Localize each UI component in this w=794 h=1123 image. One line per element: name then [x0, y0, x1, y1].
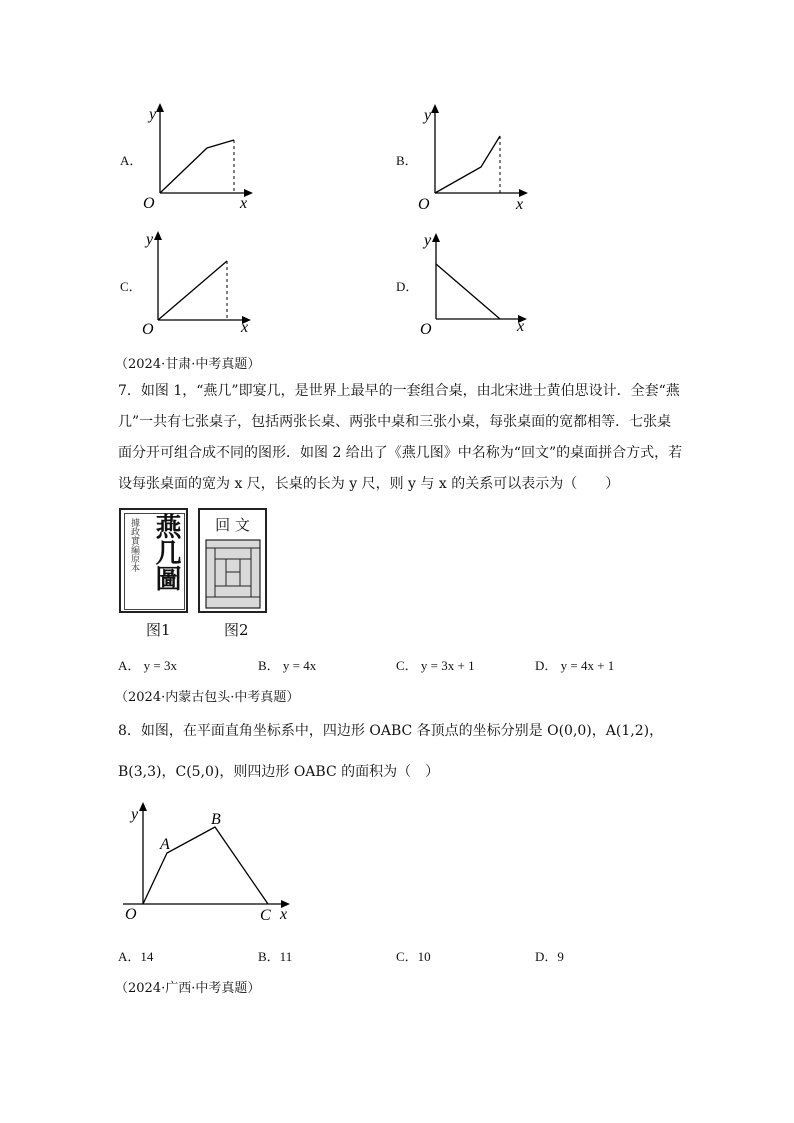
point-b-label: B	[211, 811, 221, 828]
y-arrow	[431, 104, 439, 113]
q7-source: （2024·内蒙古包头·中考真题）	[115, 690, 300, 705]
q8-line-1: 8．如图，在平面直角坐标系中，四边形 OABC 各顶点的坐标分别是 O(0,0)，A(1,2)，	[118, 723, 664, 739]
figure-1-caption: 图1	[146, 621, 171, 639]
figure-2-caption: 图2	[224, 621, 249, 639]
q6-source: （2024·甘肃·中考真题）	[115, 357, 261, 372]
graph-line	[158, 261, 227, 320]
q8-source: （2024·广西·中考真题）	[115, 981, 261, 996]
q7-option-b: B． y = 4x	[258, 658, 317, 673]
y-arrow	[139, 802, 147, 811]
x-axis-label: x	[516, 196, 524, 213]
y-axis-label: y	[424, 232, 432, 249]
q7-line-3: 面分开可组合成不同的图形．如图 2 给出了《燕几图》中名称为“回文”的桌面拼合方式，若	[118, 445, 683, 461]
option-b-label: B．	[396, 153, 418, 168]
graph-d	[418, 226, 538, 338]
y-arrow	[156, 103, 164, 112]
graph-b	[415, 101, 535, 213]
x-axis-label: x	[517, 318, 525, 335]
origin-label: O	[143, 195, 155, 212]
q8-text	[118, 716, 698, 788]
graph-c	[140, 226, 260, 338]
q8-option-a: A．14	[118, 949, 154, 964]
y-axis-label: y	[131, 806, 139, 823]
point-c-label: C	[260, 907, 271, 924]
figure-1-title: 燕几圖	[151, 513, 181, 591]
y-arrow	[432, 233, 440, 242]
q7-text	[118, 376, 688, 500]
q7-line-4: 设每张桌面的宽为 x 尺，长桌的长为 y 尺，则 y 与 x 的关系可以表示为（ ）	[118, 476, 620, 492]
x-axis-label: x	[241, 319, 249, 336]
point-a-label: A	[160, 836, 170, 853]
origin-label: O	[142, 321, 154, 338]
figure-2	[198, 508, 267, 613]
option-d-label: D．	[396, 279, 419, 294]
option-c-label: C．	[120, 279, 142, 294]
figure-1	[119, 508, 188, 613]
q8-option-c: C．10	[396, 949, 431, 964]
x-axis-label: x	[240, 195, 248, 212]
q8-option-d: D．9	[535, 949, 564, 964]
figure-1-side-text: 據政實編原本	[129, 518, 139, 572]
origin-label: O	[418, 196, 430, 213]
y-arrow	[154, 231, 162, 240]
outer-frame	[206, 540, 260, 608]
origin-label: O	[420, 321, 432, 338]
huiwen-diagram	[205, 539, 261, 609]
graph-line	[160, 140, 234, 193]
y-axis-label: y	[149, 106, 157, 123]
point-o-label: O	[125, 906, 137, 923]
q8-line-2: B(3,3)，C(5,0)，则四边形 OABC 的面积为（ ）	[118, 764, 440, 780]
x-axis-label: x	[280, 906, 288, 923]
figure-2-title: 回 文	[215, 516, 250, 534]
y-axis-label: y	[146, 231, 154, 248]
option-a-label: A．	[120, 153, 143, 168]
q8-option-b: B．11	[258, 949, 293, 964]
graph-line	[436, 264, 500, 319]
q7-line-1: 7．如图 1，“燕几”即宴几，是世界上最早的一套组合桌，由北宋进士黄伯思设计．全套“燕	[118, 383, 680, 399]
q7-option-a: A． y = 3x	[118, 658, 177, 673]
q7-option-c: C． y = 3x + 1	[396, 658, 475, 673]
q7-line-2: 几”一共有七张桌子，包括两张长桌、两张中桌和三张小桌，每张桌面的宽都相等．七张桌	[118, 414, 672, 430]
q7-option-d: D． y = 4x + 1	[535, 658, 615, 673]
graph-a	[140, 100, 260, 212]
quadrilateral-graph	[115, 796, 305, 926]
graph-line	[435, 136, 500, 193]
y-axis-label: y	[424, 107, 432, 124]
